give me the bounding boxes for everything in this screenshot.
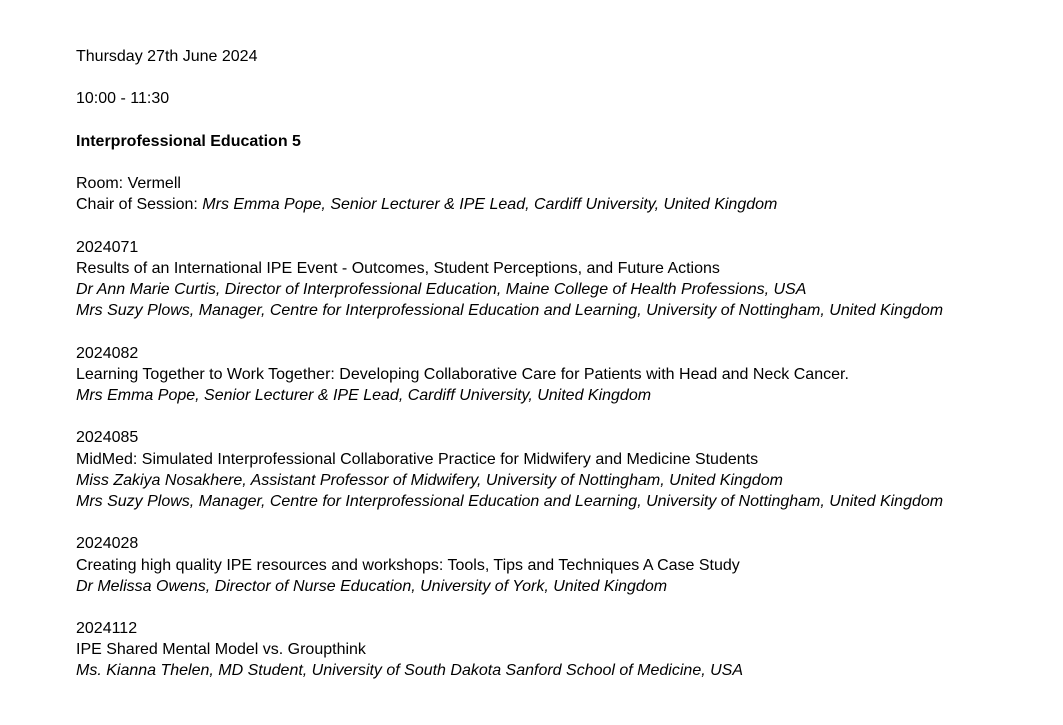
- paper-entry: [76, 597, 1056, 682]
- paper-id: 2024071: [76, 238, 139, 256]
- session-date: Thursday 27th June 2024: [76, 48, 258, 65]
- paper-title: Creating high quality IPE resources and workshops: Tools, Tips and Techniques A Case Study: [76, 556, 740, 574]
- paper-author: Ms. Kianna Thelen, MD Student, University of South Dakota Sanford School of Medicine, USA: [76, 662, 743, 680]
- session-room: Room: Vermell: [76, 175, 181, 193]
- session-time: 10:00 - 11:30: [76, 90, 170, 108]
- paper-title: Learning Together to Work Together: Developing Collaborative Care for Patients with Head and Neck Cancer.: [76, 365, 849, 383]
- paper-id: 2024085: [76, 429, 139, 447]
- paper-entry: [76, 512, 1056, 597]
- paper-id: 2024082: [76, 344, 139, 362]
- paper-author: Dr Ann Marie Curtis, Director of Interprofessional Education, Maine College of Health Professions, USA: [76, 281, 807, 299]
- spacer: [76, 512, 1056, 533]
- paper-title: IPE Shared Mental Model vs. Groupthink: [76, 641, 366, 659]
- session-chair: [76, 194, 1056, 215]
- paper-title: MidMed: Simulated Interprofessional Collaborative Practice for Midwifery and Medicine Students: [76, 450, 759, 468]
- paper-entry: [76, 406, 1056, 512]
- spacer: [76, 321, 1056, 342]
- paper-id: 2024028: [76, 535, 139, 553]
- spacer: [76, 597, 1056, 618]
- paper-author: Mrs Suzy Plows, Manager, Centre for Interprofessional Education and Learning, University of Nottingham, United Kingdom: [76, 492, 944, 510]
- paper-entry: [76, 321, 1056, 406]
- chair-name: Mrs Emma Pope, Senior Lecturer & IPE Lead, Cardiff University, United Kingdom: [202, 196, 778, 214]
- paper-author: Mrs Suzy Plows, Manager, Centre for Interprofessional Education and Learning, University of Nottingham, United Kingdom: [76, 302, 944, 320]
- paper-list: [76, 216, 1056, 682]
- paper-author: Mrs Emma Pope, Senior Lecturer & IPE Lead, Cardiff University, United Kingdom: [76, 387, 652, 404]
- session-title: Interprofessional Education 5: [76, 132, 301, 150]
- chair-label: Chair of Session:: [76, 196, 203, 214]
- spacer: [76, 406, 1056, 427]
- spacer: [76, 67, 1056, 88]
- spacer: [76, 110, 1056, 131]
- spacer: [76, 152, 1056, 173]
- session-document: [76, 46, 1056, 682]
- spacer: [76, 216, 1056, 237]
- paper-author: Dr Melissa Owens, Director of Nurse Education, University of York, United Kingdom: [76, 577, 668, 595]
- paper-author: Miss Zakiya Nosakhere, Assistant Professor of Midwifery, University of Nottingham, United Kingdom: [76, 471, 783, 489]
- paper-id: 2024112: [76, 620, 138, 638]
- paper-entry: [76, 216, 1056, 322]
- paper-title: Results of an International IPE Event - Outcomes, Student Perceptions, and Future Actions: [76, 259, 720, 277]
